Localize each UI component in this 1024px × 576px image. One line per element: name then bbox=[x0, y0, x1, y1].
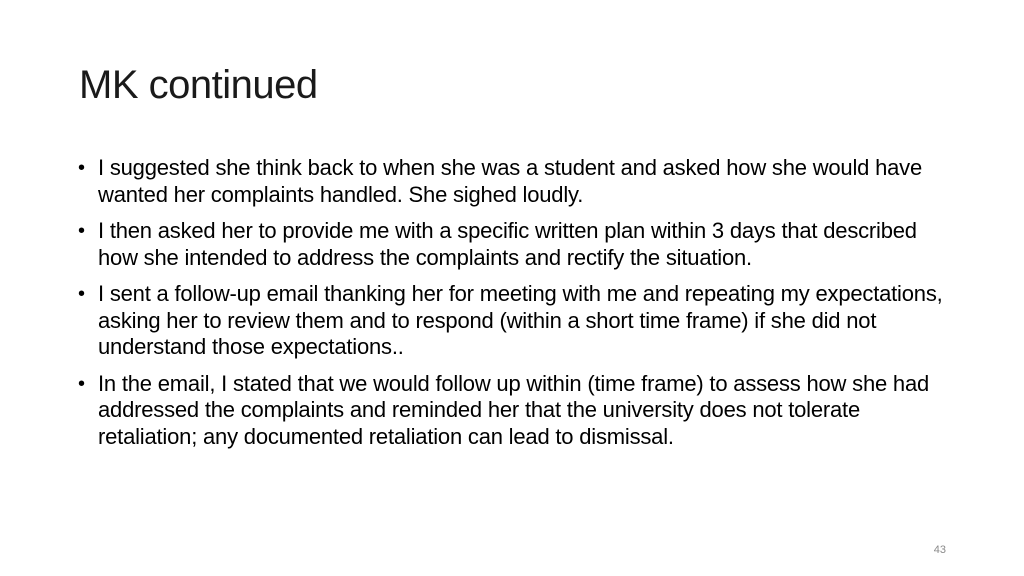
bullet-item bbox=[78, 218, 948, 271]
bullet-icon: • bbox=[78, 372, 85, 395]
bullet-icon: • bbox=[78, 220, 85, 242]
slide-title: MK continued bbox=[79, 63, 318, 107]
bullet-icon: • bbox=[78, 157, 85, 179]
bullet-icon: • bbox=[78, 283, 85, 305]
bullet-item bbox=[78, 371, 948, 451]
bullet-text: I suggested she think back to when she was a student and asked how she would have wanted her complaints handled. She sighed loudly. bbox=[98, 155, 923, 207]
bullet-text: In the email, I stated that we would follow up within (time frame) to assess how she had addressed the complaints and reminded her that the university does not tolerate retaliation; any documented retaliation can lead to dismissal. bbox=[98, 370, 930, 449]
slide-number: 43 bbox=[933, 544, 946, 556]
bullet-item bbox=[78, 281, 948, 361]
bullet-text: I sent a follow-up email thanking her for meeting with me and repeating my expectations, asking her to review them and to respond (within a short time frame) if she did not understand those expectations.. bbox=[98, 281, 943, 359]
bullet-list bbox=[78, 155, 948, 460]
bullet-item bbox=[78, 155, 948, 208]
bullet-text: I then asked her to provide me with a specific written plan within 3 days that described how she intended to address the complaints and rectify the situation. bbox=[98, 218, 917, 270]
